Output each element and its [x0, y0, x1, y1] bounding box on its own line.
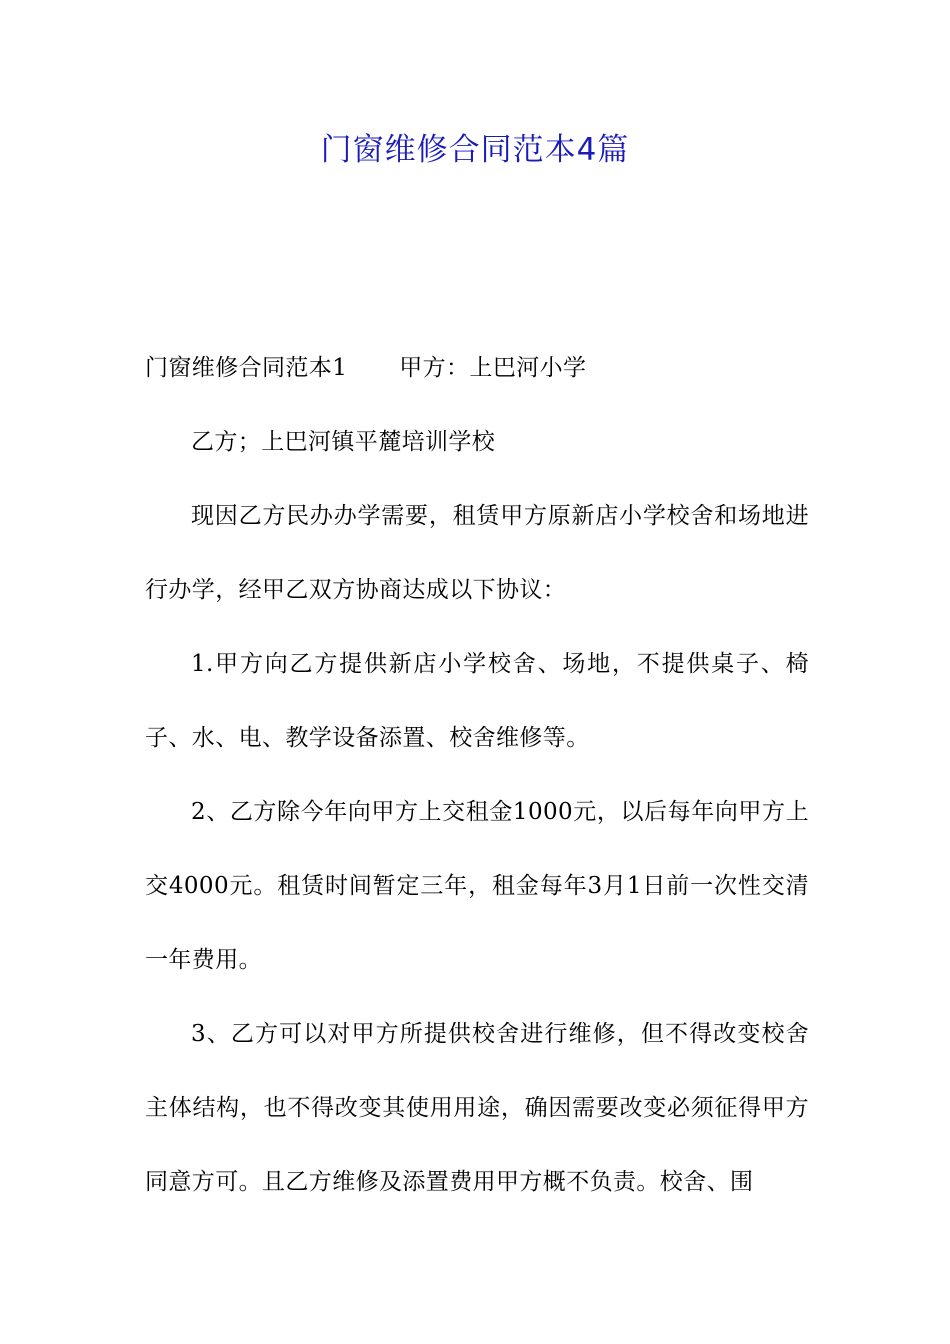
party-a: 甲方：上巴河小学	[399, 355, 587, 381]
contract-heading: 门窗维修合同范本1	[145, 355, 348, 381]
document-title: 门窗维修合同范本4篇	[320, 132, 630, 168]
document-body	[145, 331, 809, 1219]
paragraph-clause-1: 1.甲方向乙方提供新店小学校舍、场地，不提供桌子、椅子、水、电、教学设备添置、校舍维修等。	[145, 651, 809, 751]
paragraph-clause-2: 2、乙方除今年向甲方上交租金1000元，以后每年向甲方上交4000元。租赁时间暂定三年，租金每年3月1日前一次性交清一年费用。	[145, 799, 809, 973]
heading-line	[145, 331, 809, 405]
paragraph-clause-3: 3、乙方可以对甲方所提供校舍进行维修，但不得改变校舍主体结构，也不得改变其使用用途，确因需要改变必须征得甲方同意方可。且乙方维修及添置费用甲方概不负责。校舍、围	[145, 1021, 809, 1195]
paragraph-preamble: 现因乙方民办办学需要，租赁甲方原新店小学校舍和场地进行办学，经甲乙双方协商达成以下协议：	[145, 503, 809, 603]
party-b: 乙方；上巴河镇平麓培训学校	[191, 429, 496, 455]
